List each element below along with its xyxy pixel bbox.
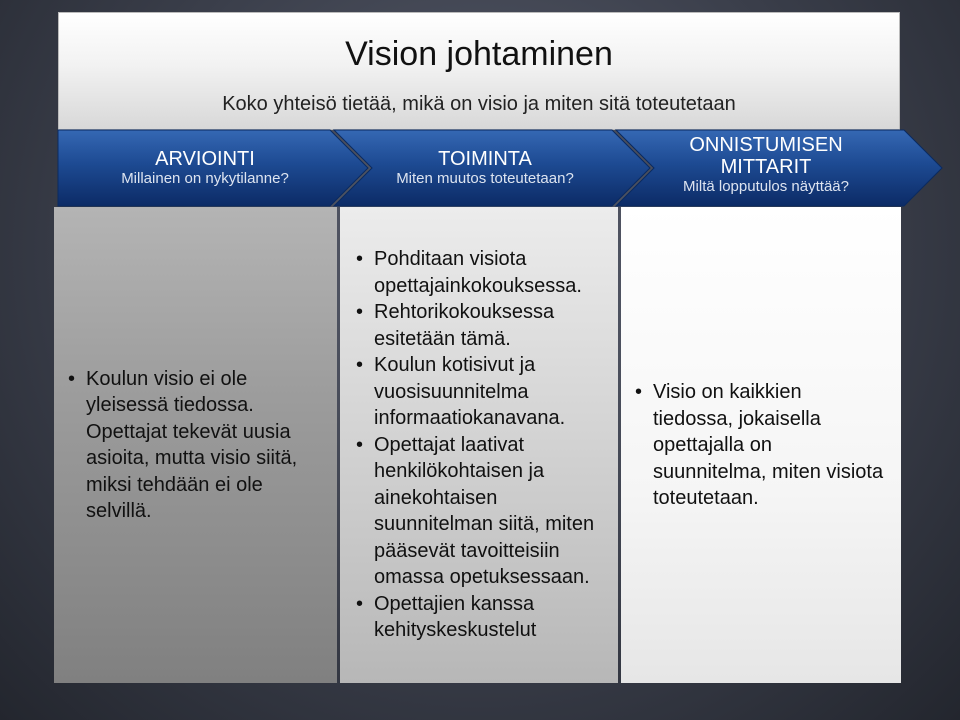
stage-3-title: ONNISTUMISEN [689, 134, 843, 156]
stage-2-subtitle: Miten muutos toteutetaan? [396, 170, 574, 187]
bullet-list-toiminta [354, 246, 606, 644]
bullet-item: • Rehtorikokouksessa esitetään tämä. [354, 299, 606, 352]
bullet-item: • Koulun kotisivut ja vuosisuunnitelma informaatiokanavana. [354, 352, 606, 432]
slide-subtitle: Koko yhteisö tietää, mikä on visio ja miten sitä toteutetaan [222, 93, 736, 115]
bullet-list-arviointi [66, 366, 323, 525]
slide-title: Vision johtaminen [345, 35, 613, 73]
column-arviointi [54, 207, 337, 683]
bullet-list-mittarit [633, 379, 887, 512]
bullet-item: • Pohditaan visiota opettajainkokouksessa. [354, 246, 606, 299]
stage-2-label [360, 148, 610, 188]
stage-3-subtitle: Miltä lopputulos näyttää? [683, 178, 849, 195]
bullet-item: • Opettajat laativat henkilökohtaisen ja ainekohtaisen suunnitelman siitä, miten pääsevät tavoitteisiin omassa opetuksessaan. [354, 432, 606, 591]
stage-3-title-line2: MITTARIT [720, 156, 812, 178]
bullet-item: • Visio on kaikkien tiedossa, jokaisella opettajalla on suunnitelma, miten visiota toteutetaan. [633, 379, 887, 512]
stage-1-title: ARVIOINTI [155, 148, 255, 170]
stage-3-label [636, 134, 896, 196]
bullet-item: • Koulun visio ei ole yleisessä tiedossa. Opettajat tekevät uusia asioita, mutta visio siitä, miksi tehdään ei ole selvillä. [66, 366, 323, 525]
column-mittarit [621, 207, 901, 683]
column-toiminta [340, 207, 618, 683]
stage-2-title: TOIMINTA [438, 148, 532, 170]
stage-1-subtitle: Millainen on nykytilanne? [121, 170, 289, 187]
bullet-item: • Opettajien kanssa kehityskeskustelut [354, 591, 606, 644]
stage-1-label [80, 148, 330, 188]
